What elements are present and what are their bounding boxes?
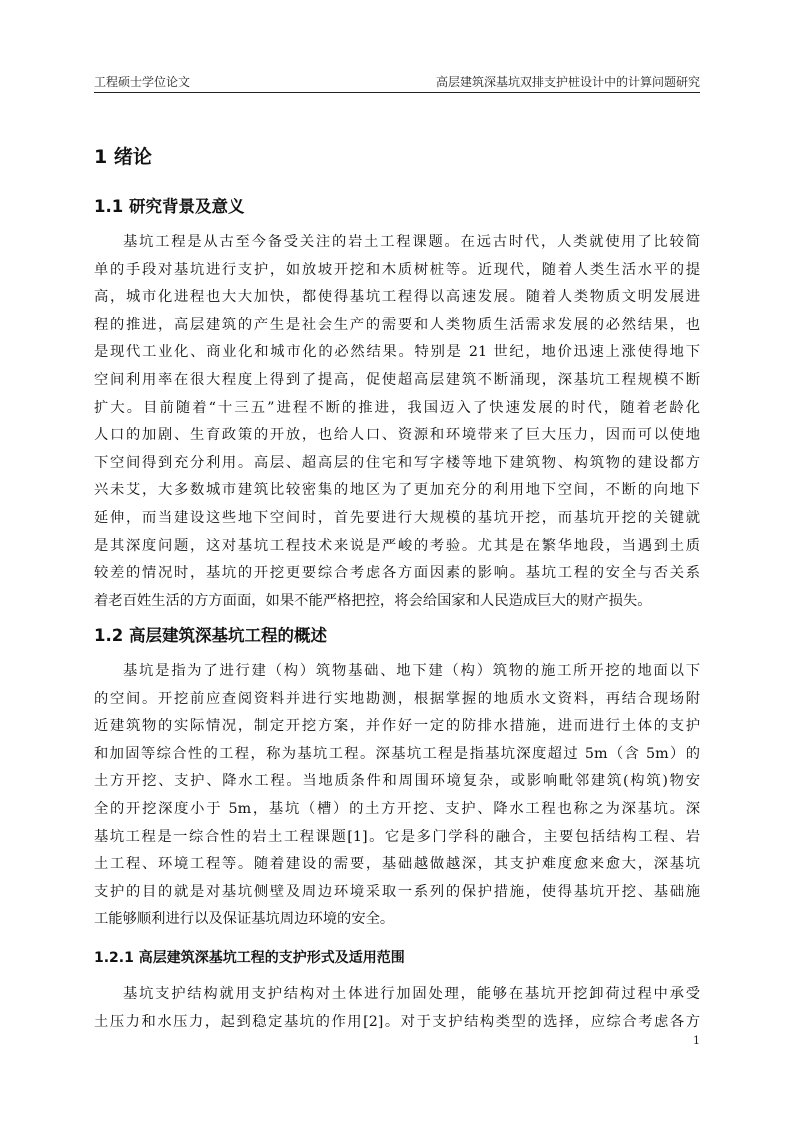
section-1-2-1-title: 1.2.1 高层建筑深基坑工程的支护形式及适用范围 — [94, 950, 405, 966]
text-line: 土压力和水压力，起到稳定基坑的作用[2]。对于支护结构类型的选择，应综合考虑各方 — [94, 1013, 700, 1030]
text-line: 是现代工业化、商业化和城市化的必然结果。特别是 21 世纪，地价迅速上涨使得地下 — [94, 344, 700, 361]
section-1-2-1-paragraph — [94, 981, 700, 1036]
text-line: 土方开挖、支护、降水工程。当地质条件和周围环境复杂，或影响毗邻建筑(构筑)物安 — [94, 773, 700, 790]
text-line: 扩大。目前随着“十三五”进程不断的推进，我国迈入了快速发展的时代，随着老龄化 — [94, 399, 700, 416]
text-line: 基坑是指为了进行建（构）筑物基础、地下建（构）筑物的施工所开挖的地面以下 — [123, 663, 700, 679]
text-line: 基坑工程是从古至今备受关注的岩土工程课题。在远古时代，人类就使用了比较简 — [123, 234, 700, 250]
text-line: 兴未艾，大多数城市建筑比较密集的地区为了更加充分的利用地下空间，不断的向地下 — [94, 482, 700, 499]
text-line: 程的推进，高层建筑的产生是社会生产的需要和人类物质生活需求发展的必然结果，也 — [94, 316, 700, 333]
text-line: 和加固等综合性的工程，称为基坑工程。深基坑工程是指基坑深度超过 5m（含 5m）的 — [94, 745, 700, 762]
text-line: 的空间。开挖前应查阅资料并进行实地勘测，根据掌握的地质水文资料，再结合现场附 — [94, 690, 700, 707]
text-line: 支护的目的就是对基坑侧壁及周边环境采取一系列的保护措施，使得基坑开挖、基础施 — [94, 883, 700, 900]
text-line: 较差的情况时，基坑的开挖更要综合考虑各方面因素的影响。基坑工程的安全与否关系 — [94, 565, 700, 582]
text-line: 人口的加剧、生育政策的开放，也给人口、资源和环境带来了巨大压力，因而可以使地 — [94, 427, 700, 444]
text-line: 近建筑物的实际情况，制定开挖方案，并作好一定的防排水措施，进而进行土体的支护 — [94, 718, 700, 735]
text-line: 下空间得到充分利用。高层、超高层的住宅和写字楼等地下建筑物、构筑物的建设都方 — [94, 454, 700, 471]
text-line: 高，城市化进程也大大加快，都使得基坑工程得以高速发展。随着人类物质文明发展进 — [94, 289, 700, 306]
text-line: 土工程、环境工程等。随着建设的需要，基础越做越深，其支护难度愈来愈大，深基坑 — [94, 856, 700, 873]
chapter-title: 1 绪论 — [94, 146, 152, 168]
text-line: 着老百姓生活的方方面面，如果不能严格把控，将会给国家和人民造成巨大的财产损失。 — [94, 592, 652, 609]
header-thesis-type: 工程硕士学位论文 — [94, 75, 191, 89]
text-line: 全的开挖深度小于 5m，基坑（槽）的土方开挖、支护、降水工程也称之为深基坑。深 — [94, 800, 700, 817]
text-line: 单的手段对基坑进行支护，如放坡开挖和木质树桩等。近现代，随着人类生活水平的提 — [94, 261, 700, 278]
section-1-1-title: 1.1 研究背景及意义 — [94, 197, 245, 216]
text-line: 延伸，而当建设这些地下空间时，首先要进行大规模的基坑开挖，而基坑开挖的关键就 — [94, 509, 700, 526]
section-1-2-title: 1.2 高层建筑深基坑工程的概述 — [94, 626, 327, 645]
section-1-2-paragraph — [94, 658, 700, 934]
text-line: 空间利用率在很大程度上得到了提高，促使超高层建筑不断涌现，深基坑工程规模不断 — [94, 371, 700, 388]
page-number: 1 — [693, 1034, 700, 1047]
section-1-1-paragraph — [94, 229, 700, 615]
running-header — [94, 72, 700, 93]
text-line: 基坑工程是一综合性的岩土工程课题[1]。它是多门学科的融合，主要包括结构工程、岩 — [94, 828, 700, 845]
text-line: 工能够顺利进行以及保证基坑周边环境的安全。 — [94, 911, 395, 928]
text-line: 是其深度问题，这对基坑工程技术来说是严峻的考验。尤其是在繁华地段，当遇到土质 — [94, 537, 700, 554]
header-thesis-title: 高层建筑深基坑双排支护桩设计中的计算问题研究 — [435, 75, 700, 89]
text-line: 基坑支护结构就用支护结构对土体进行加固处理，能够在基坑开挖卸荷过程中承受 — [123, 986, 700, 1002]
